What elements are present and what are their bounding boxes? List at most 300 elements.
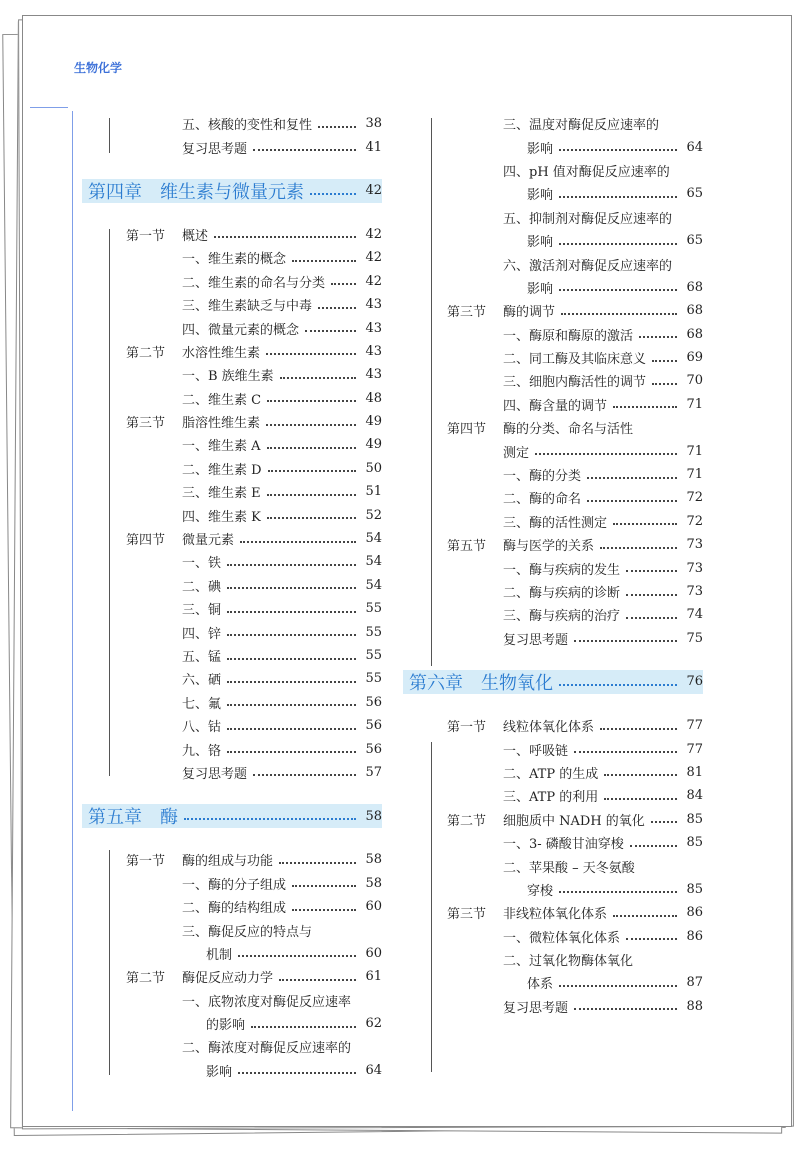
leader-dots [318,126,356,128]
entry-title: 二、酶的结构组成 [182,901,287,917]
toc-entry[interactable] [126,942,382,965]
page-number: 54 [365,554,382,570]
toc-entry[interactable] [447,901,703,924]
toc-entry[interactable] [447,346,703,369]
entry-title: 一、铁 [182,556,222,572]
toc-entry[interactable] [447,393,703,416]
page-number: 52 [365,507,382,523]
entry-title: 影响 [527,235,554,251]
entry-title: 一、B 族维生素 [182,369,274,385]
chapter-title: 第四章 维生素与微量元素 [88,181,304,203]
page-number: 73 [686,584,703,599]
section-label: 第四节 [447,422,487,438]
section-label: 第一节 [447,720,487,736]
leader-dots [227,587,356,589]
leader-dots [310,193,356,195]
toc-entry[interactable] [447,603,703,626]
leader-dots [240,541,356,543]
page-number: 85 [686,811,703,827]
entry-title: 概述 [182,228,209,244]
entry-title: 体系 [527,977,554,993]
page-number: 38 [365,116,382,132]
page-number: 71 [686,443,703,459]
toc-entry[interactable] [447,556,703,579]
leader-dots [227,658,356,660]
page-number: 81 [686,764,703,780]
toc-entry[interactable] [447,854,703,877]
running-head: 生物化学 [74,61,123,75]
page-number: 58 [365,875,382,891]
leader-dots [227,564,356,566]
leader-dots [626,617,677,619]
toc-entry[interactable] [447,276,703,299]
chapter-heading[interactable] [82,179,382,203]
page-number: 84 [686,788,703,804]
toc-entry[interactable] [447,369,703,392]
entry-title: 二、酶浓度对酶促反应速率的 [182,1041,352,1057]
toc-entry[interactable] [126,714,382,737]
toc-entry[interactable] [447,159,703,182]
page-number: 41 [365,139,382,155]
toc-entry[interactable] [126,363,382,386]
toc-entry[interactable] [126,246,382,269]
leader-dots [574,640,677,642]
leader-dots [639,336,677,338]
page-number: 64 [686,139,703,155]
toc-entry[interactable] [447,878,703,901]
leader-dots [267,400,356,402]
entry-title: 影响 [527,281,554,297]
leader-dots [266,424,356,426]
leader-dots [292,885,356,887]
column-rule [109,850,110,1075]
toc-entry[interactable] [447,808,703,831]
section-label: 第五节 [447,539,487,555]
leader-dots [600,728,677,730]
page-number: 54 [365,531,382,547]
entry-title: 的影响 [206,1018,246,1034]
toc-entry[interactable] [447,135,703,158]
entry-title: 一、酶与疾病的发生 [503,562,621,578]
leader-dots [651,821,677,823]
page-number: 43 [365,367,382,383]
toc-entry[interactable] [447,627,703,650]
leader-dots [559,985,677,987]
page-number: 77 [686,718,703,734]
leader-dots [267,494,356,496]
toc-entry[interactable] [126,620,382,643]
leader-dots [279,862,356,864]
toc-entry[interactable] [126,480,382,503]
leader-dots [305,330,356,332]
toc-entry[interactable] [126,293,382,316]
toc-entry[interactable] [126,989,382,1012]
leader-dots [626,570,677,572]
entry-title: 三、酶促反应的特点与 [182,924,313,940]
entry-title: 五、核酸的变性和复性 [182,118,313,134]
leader-dots [268,470,356,472]
entry-title: 复习思考题 [182,141,248,157]
toc-entry[interactable] [447,486,703,509]
leader-dots [626,594,677,596]
entry-title: 二、碘 [182,579,222,595]
entry-title: 影响 [206,1064,233,1080]
section-label: 第三节 [126,416,166,432]
page-number: 48 [365,390,382,406]
page-number: 70 [686,373,703,389]
leader-dots [227,728,356,730]
entry-title: 酶的组成与功能 [182,854,274,870]
page-number: 56 [365,694,382,710]
page-number: 42 [365,273,382,289]
entry-title: 一、酶原和酶原的激活 [503,328,634,344]
leader-dots [587,477,677,479]
toc-entry[interactable] [447,784,703,807]
toc-entry[interactable] [447,995,703,1018]
entry-title: 非线粒体氧化体系 [503,907,608,923]
toc-entry[interactable] [126,433,382,456]
page-number: 43 [365,343,382,359]
margin-rule [72,111,73,1111]
toc-entry[interactable] [447,925,703,948]
entry-title: 酶促反应动力学 [182,971,274,987]
entry-title: 四、微量元素的概念 [182,322,300,338]
entry-title: 二、维生素 D [182,462,262,478]
page-number: 62 [365,1016,382,1032]
entry-title: 二、维生素 C [182,392,262,408]
leader-dots [652,383,677,385]
page-number: 73 [686,560,703,576]
entry-title: 酶的分类、命名与活性 [503,422,634,438]
toc-entry[interactable] [447,761,703,784]
entry-title: 复习思考题 [503,1000,569,1016]
leader-dots [559,149,677,151]
leader-dots [561,313,677,315]
leader-dots [630,845,677,847]
page-number: 58 [365,808,382,824]
page-number: 60 [365,945,382,961]
toc-entry[interactable] [126,503,382,526]
toc-left-column [88,112,382,1082]
entry-title: 线粒体氧化体系 [503,720,595,736]
toc-entry[interactable] [126,550,382,573]
toc-entry[interactable] [447,182,703,205]
page-number: 56 [365,718,382,734]
toc-entry[interactable] [447,439,703,462]
entry-title: 影响 [527,188,554,204]
page-number: 65 [686,186,703,202]
leader-dots [227,681,356,683]
leader-dots [559,891,677,893]
page-number: 55 [365,648,382,663]
entry-title: 机制 [206,947,233,963]
entry-title: 细胞质中 NADH 的氧化 [503,813,645,829]
page-number: 71 [686,467,703,483]
entry-title: 二、酶与疾病的诊断 [503,586,621,601]
page-number: 55 [365,624,382,640]
leader-dots [292,909,356,911]
toc-entry[interactable] [447,533,703,556]
page-number: 57 [365,764,382,780]
leader-dots [280,377,356,379]
page-number: 42 [365,250,382,266]
leader-dots [238,955,356,957]
toc-entry[interactable] [126,223,382,246]
leader-dots [559,196,677,198]
toc-entry[interactable] [447,580,703,603]
leader-dots [266,353,356,355]
entry-title: 酶与医学的关系 [503,539,595,555]
leader-dots [279,979,356,981]
section-label: 第一节 [126,228,166,244]
page-number: 87 [686,975,703,991]
leader-dots [600,547,677,549]
entry-title: 三、细胞内酶活性的调节 [503,375,647,391]
page-number: 68 [686,303,703,319]
toc-entry[interactable] [126,270,382,293]
toc-entry[interactable] [126,112,382,135]
leader-dots [535,453,677,455]
column-rule [431,118,432,666]
toc-entry[interactable] [126,737,382,760]
chapter-heading[interactable] [82,804,382,828]
entry-title: 复习思考题 [182,766,248,782]
page-number: 73 [686,537,703,553]
page-number: 54 [365,577,382,593]
entry-title: 三、ATP 的利用 [503,790,599,806]
toc-entry[interactable] [126,457,382,480]
chapter-heading[interactable] [403,670,703,694]
page-number: 75 [686,630,703,646]
entry-title: 三、酶与疾病的治疗 [503,609,621,625]
leader-dots [331,283,356,285]
page-number: 86 [686,905,703,921]
toc-entry[interactable] [447,831,703,854]
entry-title: 复习思考题 [503,632,569,648]
toc-entry[interactable] [126,895,382,918]
toc-entry[interactable] [447,971,703,994]
leader-dots [267,517,356,519]
toc-entry[interactable] [126,527,382,550]
leader-dots [613,406,677,408]
leader-dots [574,1008,677,1010]
page-number: 72 [686,513,703,529]
section-label: 第二节 [126,345,166,361]
leader-dots [227,751,356,753]
entry-title: 酶的调节 [503,305,556,321]
chapter-title: 第六章 生物氧化 [409,672,553,694]
entry-title: 一、微粒体氧化体系 [503,930,621,946]
page-number: 64 [365,1062,382,1078]
entry-title: 穿梭 [527,883,554,899]
entry-title: 五、锰 [182,650,222,665]
entry-title: 四、pH 值对酶促反应速率的 [503,164,670,180]
toc-entry[interactable] [126,918,382,941]
toc-entry[interactable] [126,597,382,620]
section-label: 第二节 [126,971,166,987]
toc-entry[interactable] [447,323,703,346]
leader-dots [292,260,356,262]
leader-dots [613,523,677,525]
column-rule [431,742,432,1072]
leader-dots [253,774,356,776]
toc-entry[interactable] [126,965,382,988]
entry-title: 三、铜 [182,603,222,619]
entry-title: 一、3- 磷酸甘油穿梭 [503,837,624,853]
entry-title: 六、激活剂对酶促反应速率的 [503,258,673,274]
leader-dots [214,236,356,238]
toc-entry[interactable] [447,510,703,533]
toc-entry[interactable] [126,340,382,363]
entry-title: 九、铬 [182,743,222,759]
page-number: 43 [365,320,382,336]
toc-entry[interactable] [126,574,382,597]
leader-dots [652,360,677,362]
toc-entry[interactable] [126,1012,382,1035]
leader-dots [267,447,356,449]
entry-title: 微量元素 [182,533,235,549]
chapter-title: 第五章 酶 [88,807,178,829]
page-number: 61 [365,969,382,985]
leader-dots [604,798,677,800]
column-rule [109,118,110,153]
page-number: 85 [686,881,703,897]
toc-entry[interactable] [126,387,382,410]
entry-title: 六、硒 [182,673,222,689]
toc-entry[interactable] [126,667,382,690]
toc-entry[interactable] [447,463,703,486]
toc-right-column [409,112,703,1018]
toc-entry[interactable] [447,416,703,439]
leader-dots [559,684,677,686]
page-number: 58 [365,852,382,868]
toc-entry[interactable] [447,112,703,135]
column-rule [109,229,110,776]
entry-title: 二、ATP 的生成 [503,766,599,782]
page-number: 86 [686,928,703,944]
page-number: 55 [365,601,382,617]
toc-entry[interactable] [447,737,703,760]
entry-title: 三、温度对酶促反应速率的 [503,118,660,134]
entry-title: 测定 [503,445,530,461]
page-number: 42 [365,183,382,199]
page-number: 71 [686,396,703,412]
entry-title: 一、维生素 A [182,439,261,455]
entry-title: 二、过氧化物酶体氧化 [503,954,634,970]
entry-title: 四、维生素 K [182,509,261,525]
toc-entry[interactable] [126,1059,382,1082]
toc-entry[interactable] [126,1035,382,1058]
page-number: 68 [686,326,703,342]
page-number: 85 [686,835,703,851]
section-label: 第三节 [447,907,487,923]
entry-title: 三、维生素缺乏与中毒 [182,299,313,315]
page-number: 50 [365,460,382,476]
entry-title: 四、锌 [182,626,222,642]
entry-title: 影响 [527,141,554,157]
toc-entry[interactable] [447,299,703,322]
entry-title: 一、维生素的概念 [182,252,287,268]
toc-entry[interactable] [126,848,382,871]
toc-entry[interactable] [126,691,382,714]
leader-dots [604,774,677,776]
entry-title: 水溶性维生素 [182,345,261,361]
page-number: 68 [686,279,703,295]
page-number: 88 [686,998,703,1014]
page-number: 65 [686,233,703,249]
toc-entry[interactable] [447,948,703,971]
leader-dots [626,938,677,940]
page-number: 76 [686,674,703,690]
leader-dots [251,1026,356,1028]
toc-entry[interactable] [447,252,703,275]
toc-entry[interactable] [126,135,382,158]
page-number: 51 [365,484,382,500]
section-label: 第二节 [447,813,487,829]
page-number: 69 [686,350,703,366]
leader-dots [253,149,356,151]
toc-entry[interactable] [447,714,703,737]
toc-entry[interactable] [447,229,703,252]
entry-title: 二、同工酶及其临床意义 [503,352,647,368]
margin-rule [30,107,68,108]
toc-entry[interactable] [126,644,382,667]
page-number: 77 [686,741,703,757]
leader-dots [184,818,356,820]
leader-dots [559,243,677,245]
leader-dots [318,307,356,309]
page-number: 49 [365,414,382,430]
entry-title: 四、酶含量的调节 [503,398,608,414]
entry-title: 三、酶的活性测定 [503,515,608,531]
leader-dots [559,289,677,291]
entry-title: 二、维生素的命名与分类 [182,275,326,291]
page-number: 74 [686,607,703,623]
toc-entry[interactable] [126,410,382,433]
page-number: 42 [365,226,382,242]
leader-dots [238,1072,356,1074]
leader-dots [574,751,677,753]
entry-title: 七、氟 [182,696,222,712]
section-label: 第三节 [447,305,487,321]
leader-dots [227,634,356,636]
leader-dots [227,704,356,706]
leader-dots [227,611,356,613]
entry-title: 一、呼吸链 [503,743,569,759]
entry-title: 八、钴 [182,720,222,736]
page-number: 55 [365,671,382,687]
entry-title: 五、抑制剂对酶促反应速率的 [503,211,673,227]
leader-dots [613,915,677,917]
entry-title: 三、维生素 E [182,486,261,502]
page-number: 56 [365,741,382,757]
toc-entry[interactable] [447,206,703,229]
leader-dots [587,500,677,502]
entry-title: 一、酶的分子组成 [182,877,287,893]
page-number: 72 [686,490,703,506]
entry-title: 二、酶的命名 [503,492,582,508]
toc-entry[interactable] [126,316,382,339]
entry-title: 一、酶的分类 [503,469,582,485]
section-label: 第一节 [126,854,166,870]
page-number: 49 [365,437,382,453]
page-number: 43 [365,297,382,313]
entry-title: 一、底物浓度对酶促反应速率 [182,994,352,1010]
toc-entry[interactable] [126,761,382,784]
entry-title: 二、苹果酸 – 天冬氨酸 [503,860,635,876]
toc-entry[interactable] [126,872,382,895]
page-number: 60 [365,899,382,915]
